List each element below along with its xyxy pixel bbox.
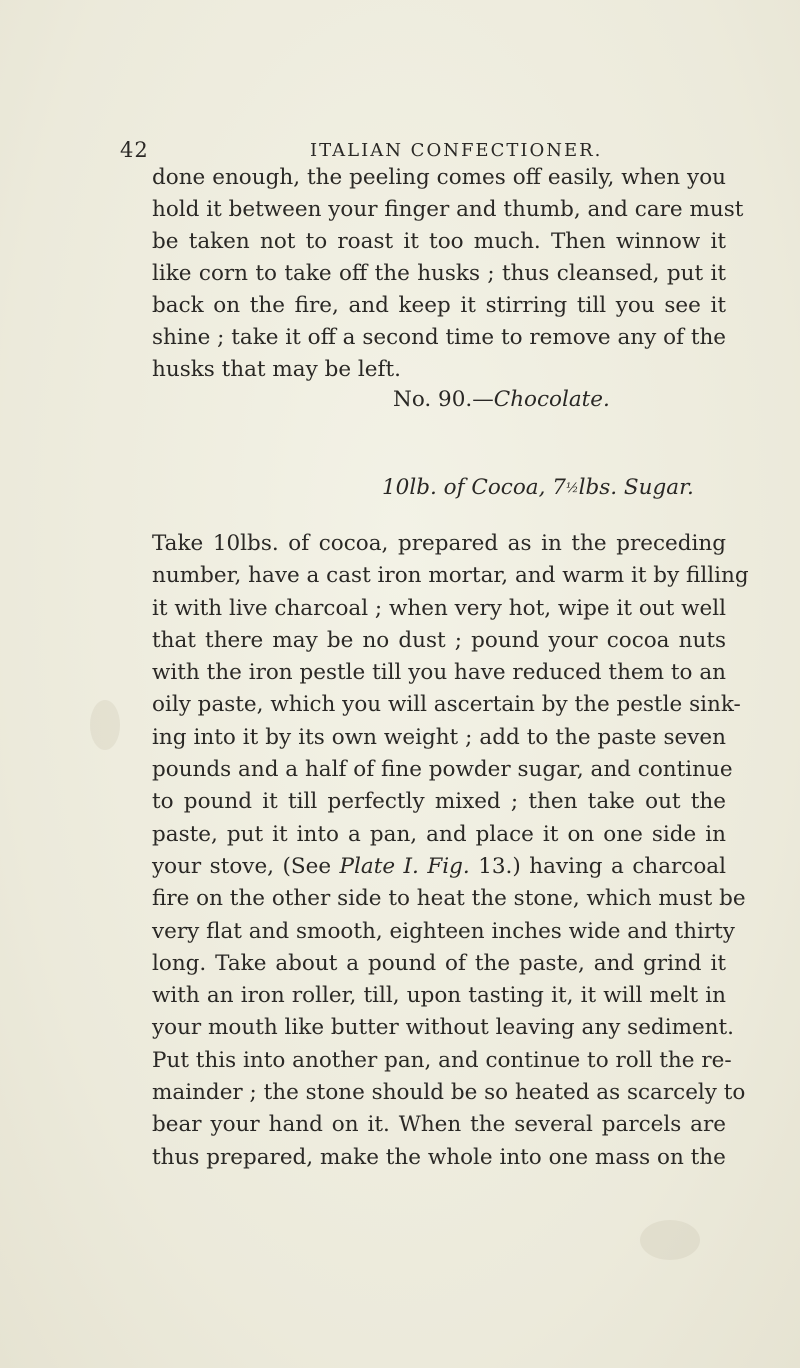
text-line: with an iron roller, till, upon tasting it, it will melt in bbox=[152, 983, 726, 1009]
text-line: Put this into another pan, and continue to roll the re- bbox=[152, 1047, 732, 1073]
paper-stain bbox=[90, 700, 120, 750]
text-line: back on the fire, and keep it stirring till you see it bbox=[152, 293, 726, 318]
recipe-ingredients bbox=[382, 475, 694, 500]
recipe-number: No. 90.— bbox=[393, 387, 494, 412]
plate-reference: Plate I. Fig. bbox=[339, 853, 470, 879]
text-line: very flat and smooth, eighteen inches wide and thirty bbox=[152, 918, 735, 944]
page-number: 42 bbox=[120, 138, 149, 162]
text-line: that there may be no dust ; pound your cocoa nuts bbox=[152, 627, 726, 653]
text-line: hold it between your finger and thumb, and care must bbox=[152, 197, 744, 222]
text-line: your mouth like butter without leaving any sediment. bbox=[152, 1015, 735, 1041]
text-line: like corn to take off the husks ; thus cleansed, put it bbox=[152, 261, 726, 286]
paper-stain bbox=[640, 1220, 700, 1260]
text-line: paste, put it into a pan, and place it on one side in bbox=[152, 821, 726, 847]
text-line: pounds and a half of fine powder sugar, and continue bbox=[152, 757, 733, 783]
recipe-paragraph bbox=[152, 528, 749, 1174]
text-line-plate-reference bbox=[152, 851, 726, 883]
plate-line-before: your stove, (See bbox=[152, 853, 332, 879]
text-line: ing into it by its own weight ; add to the paste seven bbox=[152, 724, 726, 750]
text-line: oily paste, which you will ascertain by the pestle sink- bbox=[152, 692, 741, 718]
recipe-title: Chocolate. bbox=[493, 387, 610, 412]
text-line: long. Take about a pound of the paste, and grind it bbox=[152, 950, 726, 976]
intro-paragraph bbox=[152, 162, 744, 386]
ingredient-sugar-whole: 7 bbox=[552, 475, 566, 500]
ingredient-sugar-fraction: ½ bbox=[565, 481, 579, 496]
ingredient-cocoa: 10lb. of Cocoa, bbox=[382, 475, 546, 500]
text-line: thus prepared, make the whole into one mass on the bbox=[152, 1144, 726, 1170]
text-line: mainder ; the stone should be so heated as scarcely to bbox=[152, 1080, 746, 1106]
text-line: Take 10lbs. of cocoa, prepared as in the preceding bbox=[152, 531, 726, 556]
text-line: done enough, the peeling comes off easily, when you bbox=[152, 165, 726, 190]
running-head: ITALIAN CONFECTIONER. bbox=[310, 140, 603, 161]
text-line: number, have a cast iron mortar, and warm it by filling bbox=[152, 563, 749, 589]
plate-line-after: 13.) having a charcoal bbox=[478, 853, 726, 879]
text-line: it with live charcoal ; when very hot, wipe it out well bbox=[152, 595, 726, 621]
text-line: to pound it till perfectly mixed ; then take out the bbox=[152, 789, 726, 815]
text-line: with the iron pestle till you have reduced them to an bbox=[152, 660, 726, 686]
text-line: husks that may be left. bbox=[152, 357, 401, 382]
text-line: shine ; take it off a second time to remove any of the bbox=[152, 325, 727, 350]
text-line: fire on the other side to heat the stone, which must be bbox=[152, 886, 746, 912]
ingredient-sugar: lbs. Sugar. bbox=[578, 475, 694, 500]
recipe-heading bbox=[393, 387, 610, 412]
text-line: be taken not to roast it too much. Then winnow it bbox=[152, 229, 726, 254]
text-line: bear your hand on it. When the several parcels are bbox=[152, 1112, 726, 1138]
